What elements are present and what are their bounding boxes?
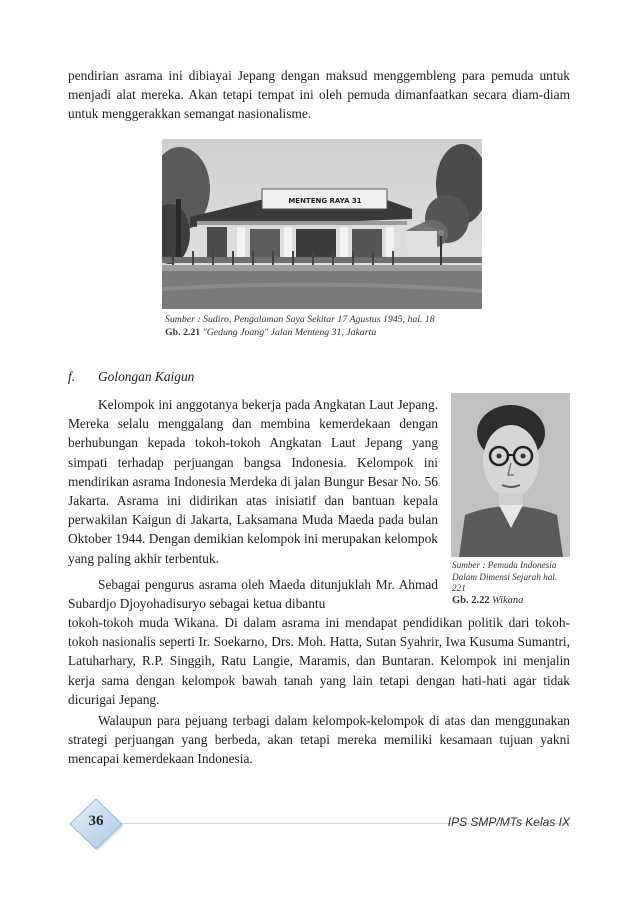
kaigun-paragraph-2-part1: Sebagai pengurus asrama oleh Maeda ditunjuklah Mr. Ahmad Subardjo Djoyohadisuryo sebagai ketua dibantu xyxy=(68,577,438,612)
kaigun-paragraph-2-part2: tokoh-tokoh muda Wikana. Di dalam asrama ini mendapat pendidikan politik dari tokoh-tokoh nasionalis seperti Ir. Soekarno, Drs. Moh. Hatta, Sutan Syahrir, Iwa Kusuma Sumantri, Latuharhary, R.P. Singgih, Ratu Langie, Maramis, dan Buntaran. Kelompok ini menjalin kerja sama dengan kelompok bawah tanah yang lain tetapi dengan hati-hati agar tidak dicurigai Jepang. xyxy=(68,615,570,707)
page-number: 36 xyxy=(88,813,104,829)
kaigun-paragraph-1-text: Kelompok ini anggotanya bekerja pada Angkatan Laut Jepang. Mereka selalu menggalang dan membina kemerdekaan dengan berhubungan kepada tokoh-tokoh Angkatan Laut Jepang yang simpati terhadap perjuangan bangsa Indonesia. Kelompok ini mendirikan asrama Indonesia Merdeka di jalan Bungur Besar No. 56 Jakarta. Asrama ini didirikan atas inisiatif dan bantuan kepala perwakilan Kaigun di Jakarta, Laksamana Muda Maeda pada bulan Oktober 1944. Dengan demikian kelompok ini merupakan kelompok yang paling akhir terbentuk. xyxy=(68,397,438,566)
kaigun-paragraph-3 xyxy=(68,711,570,769)
figure-2-22-label: Gb. 2.22 xyxy=(452,594,490,606)
section-f-letter: f. xyxy=(68,369,76,384)
gedung-joang-photo xyxy=(162,139,482,309)
section-f-title: Golongan Kaigun xyxy=(98,369,195,384)
kaigun-paragraph-3-text: Walaupun para pejuang terbagi dalam kelompok-kelompok di atas dan menggunakan strategi perjuangan yang berbeda, akan tetapi mereka memiliki kesamaan tujuan yakni mencapai kemerdekaan Indonesia. xyxy=(68,713,570,767)
building-sign: MENTENG RAYA 31 xyxy=(288,197,362,205)
book-title: IPS SMP/MTs Kelas IX xyxy=(447,815,570,829)
figure-2-21-caption xyxy=(165,313,435,339)
figure-2-21-label: Gb. 2.21 xyxy=(165,327,201,338)
kaigun-paragraph-2-continued xyxy=(68,613,570,709)
figure-2-22-title: Wikana xyxy=(491,594,524,606)
kaigun-paragraph-2-start xyxy=(68,575,438,613)
kaigun-paragraph-1 xyxy=(68,395,438,568)
figure-2-21-title-line xyxy=(165,326,435,339)
wikana-portrait-photo xyxy=(451,393,570,557)
figure-2-22-caption xyxy=(452,560,572,606)
figure-2-22-source: Sumber : Pemuda Indonesia Dalam Dimensi Sejarah hal. 221 xyxy=(452,560,558,593)
intro-paragraph xyxy=(68,66,570,124)
intro-text: pendirian asrama ini dibiayai Jepang dengan maksud menggembleng para pemuda untuk menjadi alat mereka. Akan tetapi tempat ini oleh pemuda dimanfaatkan secara diam-diam untuk menggerakkan semangat nasionalisme. xyxy=(68,68,570,122)
figure-2-22-title-line xyxy=(452,595,572,607)
figure-2-21-title: "Gedung Joang" Jalan Menteng 31, Jakarta xyxy=(202,327,377,338)
figure-2-21-source: Sumber : Sudiro, Pengalaman Saya Sekitar 17 Agustus 1945, hal. 18 xyxy=(165,314,435,325)
section-f-heading xyxy=(68,369,194,385)
